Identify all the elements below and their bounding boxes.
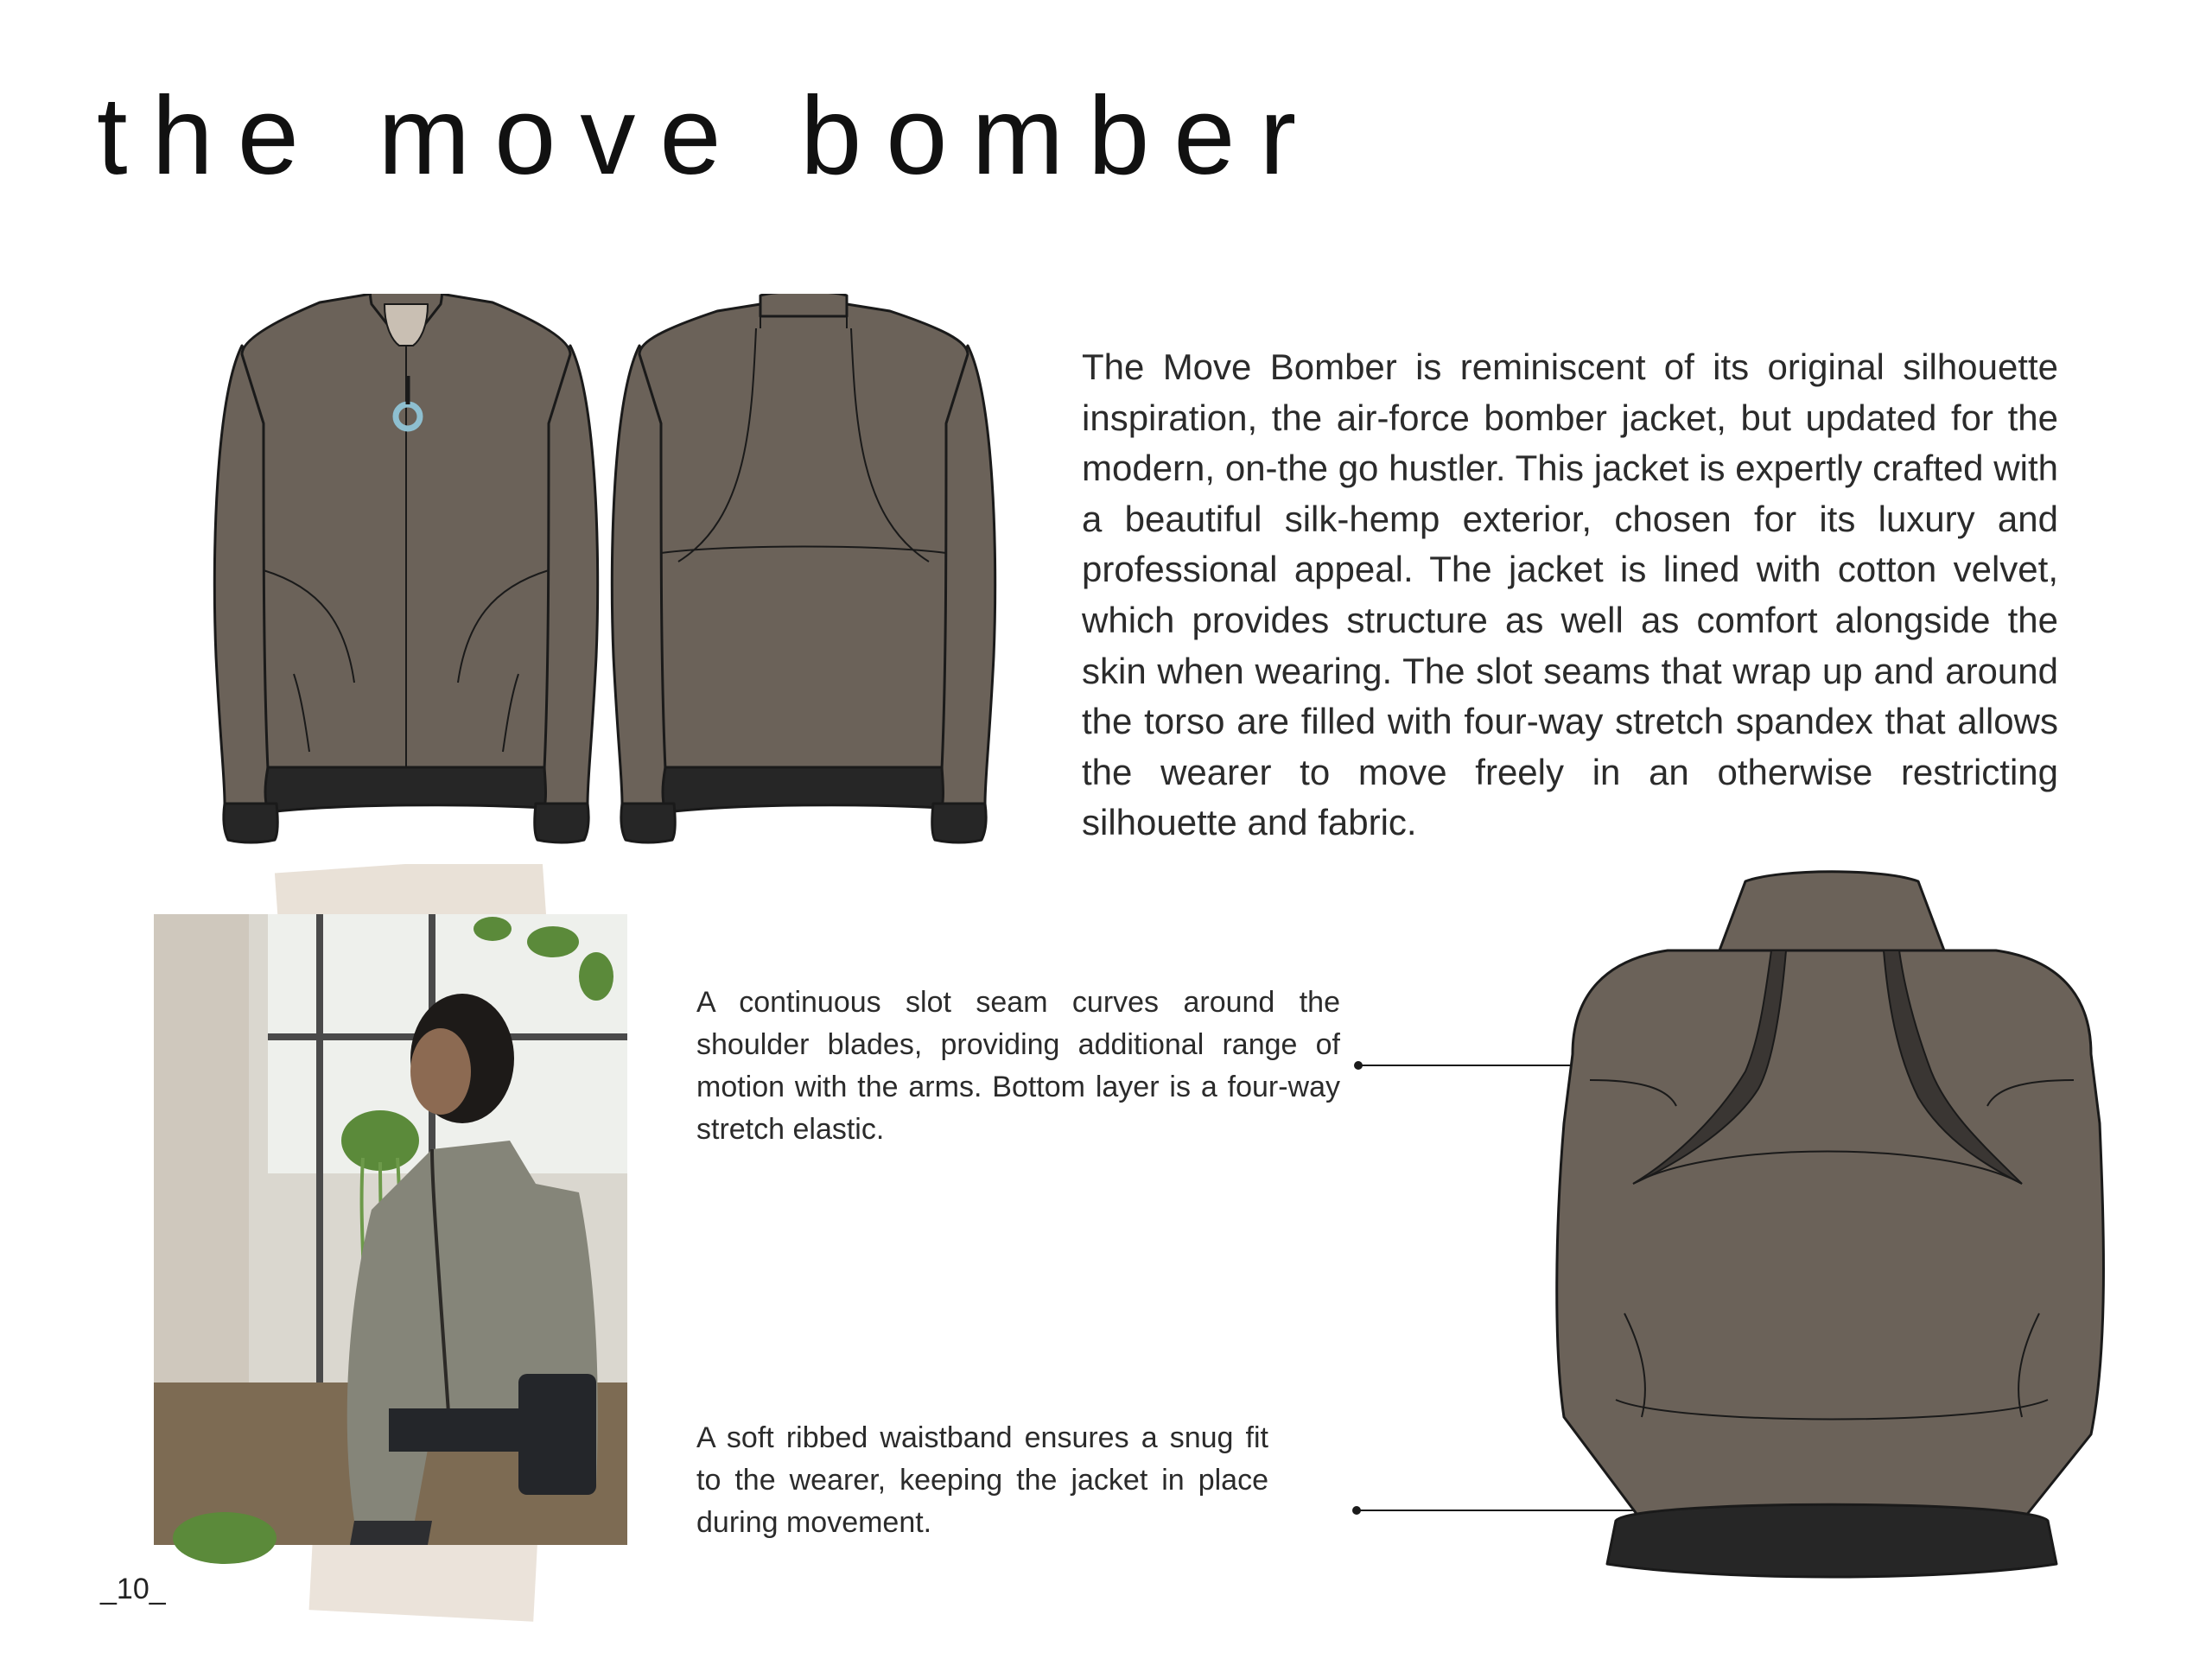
page-number: _10_ <box>100 1573 166 1605</box>
jacket-back-detail-illustration <box>1538 864 2126 1599</box>
callout-ribbed-waistband: A soft ribbed waistband ensures a snug fit to the wearer, keeping the jacket in place during movement. <box>696 1421 1268 1539</box>
model-photo-illustration <box>147 864 665 1624</box>
jacket-back-flat-sketch <box>605 294 1002 847</box>
jacket-front-flat-sketch <box>207 294 605 847</box>
intro-description: The Move Bomber is reminiscent of its original silhouette inspiration, the air-force bomber jacket, but updated for the modern, on-the go hustler. This jacket is expertly crafted with a beautiful silk-hemp exterior, chosen for its luxury and professional appeal. The jacket is lined with cotton velvet, which provides structure as well as comfort alongside the skin when wearing. The slot seams that wrap up and around the torso are filled with four-way stretch spandex that allows the wearer to move freely in an otherwise restricting silhouette and fabric. <box>1082 346 2058 843</box>
callout-shoulder-slot-seam: A continuous slot seam curves around the shoulder blades, providing additional range of motion with the arms. Bottom layer is a four-way stretch elastic. <box>696 986 1340 1146</box>
page-title: the move bomber <box>97 74 1321 198</box>
model-photo <box>147 864 665 1624</box>
